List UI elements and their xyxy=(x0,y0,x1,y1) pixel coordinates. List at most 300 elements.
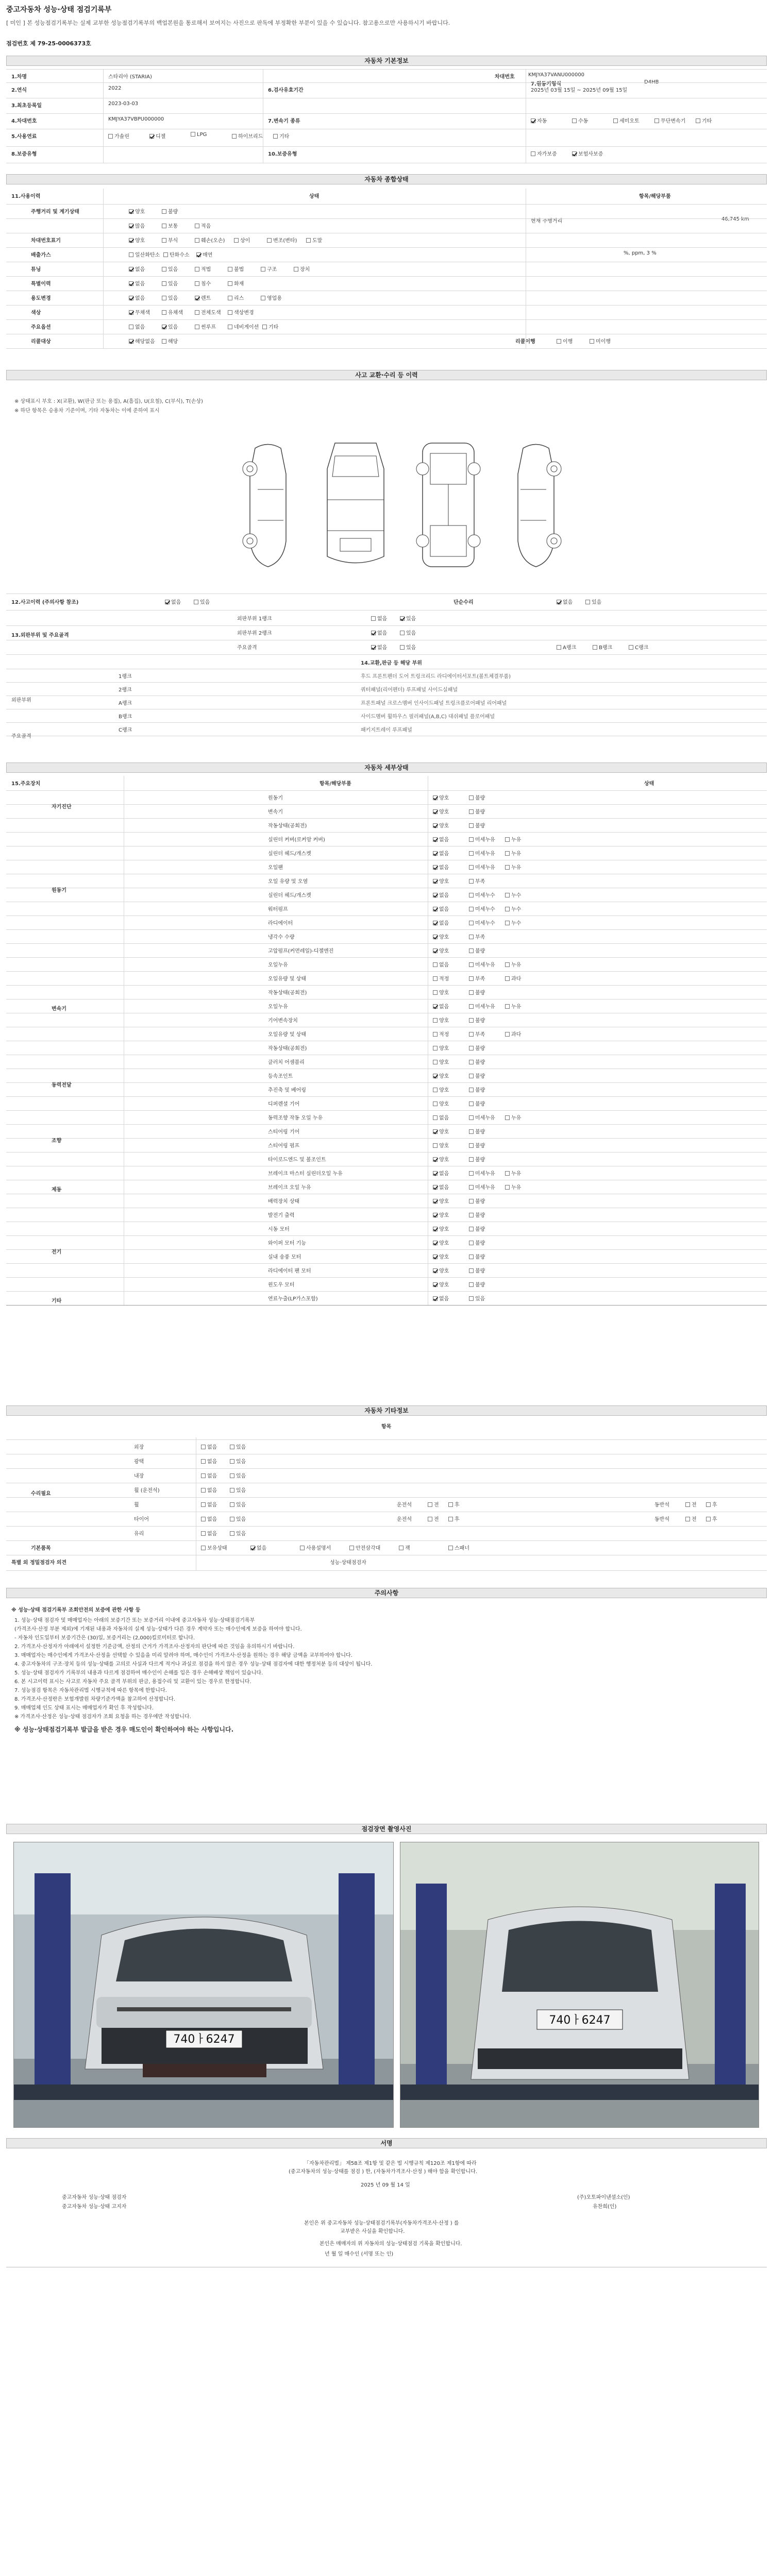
checkbox[interactable] xyxy=(505,1032,510,1037)
detail-option[interactable] xyxy=(469,1183,495,1191)
detail-option[interactable] xyxy=(433,1016,449,1024)
other-option[interactable] xyxy=(230,1457,246,1465)
checkbox[interactable] xyxy=(261,296,265,300)
checkbox[interactable] xyxy=(428,1517,432,1521)
detail-option[interactable] xyxy=(469,905,495,912)
warranty-option[interactable] xyxy=(572,149,603,157)
detail-option[interactable] xyxy=(469,1099,485,1107)
other-option[interactable] xyxy=(230,1515,246,1522)
other-mid-option[interactable] xyxy=(448,1500,460,1508)
general-option[interactable] xyxy=(228,294,244,301)
checkbox[interactable] xyxy=(469,795,474,800)
checkbox[interactable] xyxy=(469,948,474,953)
warranty-option[interactable] xyxy=(531,149,557,157)
checkbox[interactable] xyxy=(433,921,438,925)
checkbox[interactable] xyxy=(201,1445,206,1449)
detail-option[interactable] xyxy=(505,960,521,968)
detail-option[interactable] xyxy=(505,1183,521,1191)
transmission-option[interactable] xyxy=(613,116,640,124)
checkbox[interactable] xyxy=(162,310,166,315)
checkbox[interactable] xyxy=(162,339,166,344)
checkbox[interactable] xyxy=(201,1517,206,1521)
checkbox[interactable] xyxy=(273,134,278,139)
detail-option[interactable] xyxy=(469,1197,485,1205)
detail-option[interactable] xyxy=(433,1280,449,1288)
general-option[interactable] xyxy=(195,265,211,273)
checkbox[interactable] xyxy=(505,893,510,897)
detail-option[interactable] xyxy=(469,1030,485,1038)
checkbox[interactable] xyxy=(262,325,267,329)
other-option[interactable] xyxy=(230,1471,246,1479)
checkbox[interactable] xyxy=(195,296,199,300)
checkbox[interactable] xyxy=(505,837,510,842)
other-mid-option[interactable] xyxy=(428,1500,439,1508)
detail-option[interactable] xyxy=(433,974,449,982)
detail-option[interactable] xyxy=(433,891,449,899)
checkbox[interactable] xyxy=(469,879,474,884)
detail-option[interactable] xyxy=(469,1266,485,1274)
detail-option[interactable] xyxy=(505,835,521,843)
checkbox[interactable] xyxy=(572,151,577,156)
checkbox[interactable] xyxy=(505,907,510,911)
other-option[interactable] xyxy=(230,1529,246,1537)
detail-option[interactable] xyxy=(433,1030,449,1038)
checkbox[interactable] xyxy=(433,1171,438,1176)
checkbox[interactable] xyxy=(433,879,438,884)
checkbox[interactable] xyxy=(505,1171,510,1176)
checkbox[interactable] xyxy=(230,1531,234,1536)
other-option[interactable] xyxy=(201,1515,217,1522)
checkbox[interactable] xyxy=(230,1502,234,1507)
basic-items-option[interactable] xyxy=(201,1544,227,1551)
general-option[interactable] xyxy=(196,250,212,258)
checkbox[interactable] xyxy=(129,296,133,300)
outer-option[interactable] xyxy=(400,629,416,636)
general-option[interactable] xyxy=(129,250,160,258)
checkbox[interactable] xyxy=(469,1185,474,1190)
checkbox[interactable] xyxy=(162,209,166,214)
checkbox[interactable] xyxy=(267,238,272,243)
checkbox[interactable] xyxy=(428,1502,432,1507)
detail-option[interactable] xyxy=(469,1086,485,1093)
detail-option[interactable] xyxy=(505,849,521,857)
other-option[interactable] xyxy=(201,1457,217,1465)
checkbox[interactable] xyxy=(230,1488,234,1493)
other-option[interactable] xyxy=(230,1500,246,1508)
general-option[interactable] xyxy=(162,207,178,215)
detail-option[interactable] xyxy=(433,1266,449,1274)
fuel-option[interactable] xyxy=(232,132,263,140)
checkbox[interactable] xyxy=(228,325,232,329)
checkbox[interactable] xyxy=(433,1060,438,1064)
checkbox[interactable] xyxy=(433,1074,438,1078)
detail-option[interactable] xyxy=(433,1211,449,1218)
checkbox[interactable] xyxy=(469,823,474,828)
checkbox[interactable] xyxy=(433,1282,438,1287)
detail-option[interactable] xyxy=(469,1155,485,1163)
checkbox[interactable] xyxy=(201,1546,206,1550)
detail-option[interactable] xyxy=(433,1044,449,1052)
checkbox[interactable] xyxy=(294,267,298,272)
detail-option[interactable] xyxy=(469,821,485,829)
checkbox[interactable] xyxy=(590,339,594,344)
checkbox[interactable] xyxy=(433,1004,438,1009)
checkbox[interactable] xyxy=(201,1488,206,1493)
detail-option[interactable] xyxy=(469,960,495,968)
detail-option[interactable] xyxy=(433,863,449,871)
general-option[interactable] xyxy=(162,236,178,244)
detail-option[interactable] xyxy=(505,905,521,912)
detail-option[interactable] xyxy=(469,1239,485,1246)
checkbox[interactable] xyxy=(469,1101,474,1106)
checkbox[interactable] xyxy=(250,1546,255,1550)
checkbox[interactable] xyxy=(572,118,577,123)
outer-option[interactable] xyxy=(371,629,387,636)
detail-option[interactable] xyxy=(433,1252,449,1260)
checkbox[interactable] xyxy=(469,1296,474,1301)
basic-items-option[interactable] xyxy=(349,1544,380,1551)
fuel-option[interactable] xyxy=(273,132,289,140)
other-option[interactable] xyxy=(201,1486,217,1494)
general-option[interactable] xyxy=(162,222,178,229)
checkbox[interactable] xyxy=(557,645,561,650)
checkbox[interactable] xyxy=(129,267,133,272)
checkbox[interactable] xyxy=(201,1531,206,1536)
checkbox[interactable] xyxy=(433,1199,438,1204)
detail-option[interactable] xyxy=(433,1169,449,1177)
other-right-option[interactable] xyxy=(685,1515,697,1522)
checkbox[interactable] xyxy=(433,990,438,995)
detail-option[interactable] xyxy=(469,1294,485,1302)
checkbox[interactable] xyxy=(129,310,133,315)
general-option[interactable] xyxy=(228,265,244,273)
other-mid-option[interactable] xyxy=(448,1515,460,1522)
checkbox[interactable] xyxy=(469,1157,474,1162)
general-option[interactable] xyxy=(129,265,145,273)
detail-option[interactable] xyxy=(469,1072,485,1079)
checkbox[interactable] xyxy=(261,267,265,272)
general-option[interactable] xyxy=(195,236,225,244)
detail-option[interactable] xyxy=(505,1002,521,1010)
checkbox[interactable] xyxy=(433,1255,438,1259)
detail-option[interactable] xyxy=(469,1044,485,1052)
detail-option[interactable] xyxy=(433,1099,449,1107)
repair-option[interactable] xyxy=(585,598,601,605)
checkbox[interactable] xyxy=(433,948,438,953)
checkbox[interactable] xyxy=(469,1143,474,1148)
general-option[interactable] xyxy=(195,294,211,301)
checkbox[interactable] xyxy=(469,1046,474,1050)
checkbox[interactable] xyxy=(505,851,510,856)
checkbox[interactable] xyxy=(433,1227,438,1231)
checkbox[interactable] xyxy=(469,1255,474,1259)
checkbox[interactable] xyxy=(448,1546,453,1550)
general-option[interactable] xyxy=(162,308,183,316)
checkbox[interactable] xyxy=(129,224,133,228)
checkbox[interactable] xyxy=(195,310,199,315)
checkbox[interactable] xyxy=(593,645,597,650)
outer-option[interactable] xyxy=(371,643,387,651)
detail-option[interactable] xyxy=(469,835,495,843)
checkbox[interactable] xyxy=(433,1101,438,1106)
rank-option[interactable] xyxy=(593,643,612,651)
checkbox[interactable] xyxy=(433,1018,438,1023)
checkbox[interactable] xyxy=(129,325,133,329)
checkbox[interactable] xyxy=(149,134,154,139)
checkbox[interactable] xyxy=(433,1115,438,1120)
checkbox[interactable] xyxy=(195,238,199,243)
checkbox[interactable] xyxy=(433,795,438,800)
general-option[interactable] xyxy=(129,236,145,244)
checkbox[interactable] xyxy=(469,893,474,897)
detail-option[interactable] xyxy=(433,1058,449,1065)
other-right-option[interactable] xyxy=(685,1500,697,1508)
checkbox[interactable] xyxy=(696,118,700,123)
detail-option[interactable] xyxy=(505,974,521,982)
detail-option[interactable] xyxy=(505,1030,521,1038)
detail-option[interactable] xyxy=(433,1072,449,1079)
general-option[interactable] xyxy=(261,265,277,273)
checkbox[interactable] xyxy=(228,310,232,315)
checkbox[interactable] xyxy=(469,962,474,967)
detail-option[interactable] xyxy=(469,1169,495,1177)
general-option[interactable] xyxy=(195,323,216,330)
general-option[interactable] xyxy=(129,323,145,330)
general-option[interactable] xyxy=(234,236,250,244)
checkbox[interactable] xyxy=(433,851,438,856)
checkbox[interactable] xyxy=(230,1517,234,1521)
other-option[interactable] xyxy=(230,1443,246,1450)
general-option[interactable] xyxy=(306,236,322,244)
other-right-option[interactable] xyxy=(706,1500,717,1508)
detail-option[interactable] xyxy=(469,849,495,857)
general-option[interactable] xyxy=(228,308,254,316)
general-option[interactable] xyxy=(129,308,150,316)
checkbox[interactable] xyxy=(505,976,510,981)
checkbox[interactable] xyxy=(469,921,474,925)
general-option[interactable] xyxy=(262,323,278,330)
checkbox[interactable] xyxy=(400,631,405,635)
general-option[interactable] xyxy=(129,207,145,215)
checkbox[interactable] xyxy=(469,1199,474,1204)
outer-option[interactable] xyxy=(400,614,416,622)
checkbox[interactable] xyxy=(433,907,438,911)
detail-option[interactable] xyxy=(433,835,449,843)
detail-option[interactable] xyxy=(433,1197,449,1205)
checkbox[interactable] xyxy=(469,1115,474,1120)
checkbox[interactable] xyxy=(505,921,510,925)
basic-items-option[interactable] xyxy=(300,1544,331,1551)
checkbox[interactable] xyxy=(654,118,659,123)
general-option[interactable] xyxy=(162,294,178,301)
checkbox[interactable] xyxy=(165,600,170,604)
checkbox[interactable] xyxy=(469,1018,474,1023)
checkbox[interactable] xyxy=(706,1502,711,1507)
checkbox[interactable] xyxy=(505,1004,510,1009)
other-option[interactable] xyxy=(230,1486,246,1494)
checkbox[interactable] xyxy=(195,325,199,329)
checkbox[interactable] xyxy=(685,1517,690,1521)
checkbox[interactable] xyxy=(469,851,474,856)
checkbox[interactable] xyxy=(433,1046,438,1050)
detail-option[interactable] xyxy=(505,891,521,899)
checkbox[interactable] xyxy=(108,134,113,139)
detail-option[interactable] xyxy=(433,960,449,968)
general-option[interactable] xyxy=(261,294,282,301)
checkbox[interactable] xyxy=(129,281,133,286)
general-option[interactable] xyxy=(228,323,259,330)
detail-option[interactable] xyxy=(469,919,495,926)
detail-option[interactable] xyxy=(433,821,449,829)
checkbox[interactable] xyxy=(201,1473,206,1478)
detail-option[interactable] xyxy=(433,1141,449,1149)
checkbox[interactable] xyxy=(400,616,405,621)
fuel-option[interactable] xyxy=(108,132,129,140)
basic-items-option[interactable] xyxy=(250,1544,266,1551)
checkbox[interactable] xyxy=(162,281,166,286)
checkbox[interactable] xyxy=(469,865,474,870)
checkbox[interactable] xyxy=(469,837,474,842)
checkbox[interactable] xyxy=(195,224,199,228)
checkbox[interactable] xyxy=(469,1227,474,1231)
general-option[interactable] xyxy=(267,236,297,244)
checkbox[interactable] xyxy=(557,339,561,344)
outer-option[interactable] xyxy=(400,643,416,651)
checkbox[interactable] xyxy=(557,600,561,604)
detail-option[interactable] xyxy=(469,863,495,871)
detail-option[interactable] xyxy=(469,1058,485,1065)
transmission-option[interactable] xyxy=(696,116,712,124)
checkbox[interactable] xyxy=(162,224,166,228)
other-option[interactable] xyxy=(201,1529,217,1537)
checkbox[interactable] xyxy=(433,976,438,981)
detail-option[interactable] xyxy=(469,933,485,940)
detail-option[interactable] xyxy=(433,946,449,954)
checkbox[interactable] xyxy=(469,1032,474,1037)
repair-option[interactable] xyxy=(557,598,573,605)
general-option[interactable] xyxy=(129,337,155,345)
checkbox[interactable] xyxy=(195,281,199,286)
detail-option[interactable] xyxy=(433,849,449,857)
detail-option[interactable] xyxy=(433,933,449,940)
fuel-option[interactable] xyxy=(149,132,165,140)
detail-option[interactable] xyxy=(433,905,449,912)
general-option[interactable] xyxy=(162,337,178,345)
fuel-option[interactable] xyxy=(191,132,207,138)
checkbox[interactable] xyxy=(195,267,199,272)
general-option[interactable] xyxy=(129,294,145,301)
checkbox[interactable] xyxy=(469,1004,474,1009)
detail-option[interactable] xyxy=(433,793,449,801)
checkbox[interactable] xyxy=(300,1546,305,1550)
transmission-option[interactable] xyxy=(572,116,588,124)
checkbox[interactable] xyxy=(469,907,474,911)
detail-option[interactable] xyxy=(469,988,485,996)
other-option[interactable] xyxy=(201,1500,217,1508)
detail-option[interactable] xyxy=(469,1002,495,1010)
checkbox[interactable] xyxy=(505,1185,510,1190)
detail-option[interactable] xyxy=(505,1169,521,1177)
checkbox[interactable] xyxy=(191,132,195,137)
checkbox[interactable] xyxy=(433,1241,438,1245)
detail-option[interactable] xyxy=(433,877,449,885)
checkbox[interactable] xyxy=(433,893,438,897)
detail-option[interactable] xyxy=(433,1183,449,1191)
detail-option[interactable] xyxy=(469,1211,485,1218)
checkbox[interactable] xyxy=(685,1502,690,1507)
checkbox[interactable] xyxy=(433,865,438,870)
detail-option[interactable] xyxy=(505,919,521,926)
checkbox[interactable] xyxy=(706,1517,711,1521)
general-option[interactable] xyxy=(162,265,178,273)
detail-option[interactable] xyxy=(433,1155,449,1163)
general-option[interactable] xyxy=(195,222,211,229)
checkbox[interactable] xyxy=(230,1459,234,1464)
accident-option[interactable] xyxy=(165,598,181,605)
checkbox[interactable] xyxy=(228,281,232,286)
checkbox[interactable] xyxy=(433,1296,438,1301)
detail-option[interactable] xyxy=(469,807,485,815)
detail-option[interactable] xyxy=(469,1016,485,1024)
general-option[interactable] xyxy=(162,323,178,330)
checkbox[interactable] xyxy=(234,238,239,243)
checkbox[interactable] xyxy=(531,151,535,156)
checkbox[interactable] xyxy=(228,296,232,300)
checkbox[interactable] xyxy=(469,976,474,981)
checkbox[interactable] xyxy=(613,118,618,123)
checkbox[interactable] xyxy=(400,645,405,650)
checkbox[interactable] xyxy=(228,267,232,272)
checkbox[interactable] xyxy=(629,645,633,650)
checkbox[interactable] xyxy=(433,1157,438,1162)
checkbox[interactable] xyxy=(194,600,198,604)
basic-items-option[interactable] xyxy=(399,1544,410,1551)
accident-option[interactable] xyxy=(194,598,210,605)
checkbox[interactable] xyxy=(469,809,474,814)
checkbox[interactable] xyxy=(531,118,535,123)
checkbox[interactable] xyxy=(469,935,474,939)
detail-option[interactable] xyxy=(433,1294,449,1302)
checkbox[interactable] xyxy=(505,865,510,870)
general-option[interactable] xyxy=(195,308,221,316)
checkbox[interactable] xyxy=(433,1143,438,1148)
checkbox[interactable] xyxy=(371,616,376,621)
general-2-option[interactable] xyxy=(557,337,573,345)
checkbox[interactable] xyxy=(201,1502,206,1507)
checkbox[interactable] xyxy=(371,645,376,650)
detail-option[interactable] xyxy=(433,1113,449,1121)
checkbox[interactable] xyxy=(469,1268,474,1273)
checkbox[interactable] xyxy=(433,1185,438,1190)
checkbox[interactable] xyxy=(433,1129,438,1134)
checkbox[interactable] xyxy=(162,267,166,272)
detail-option[interactable] xyxy=(469,1127,485,1135)
checkbox[interactable] xyxy=(129,238,133,243)
checkbox[interactable] xyxy=(469,990,474,995)
general-2-option[interactable] xyxy=(590,337,611,345)
checkbox[interactable] xyxy=(196,252,201,257)
checkbox[interactable] xyxy=(448,1517,453,1521)
checkbox[interactable] xyxy=(399,1546,404,1550)
detail-option[interactable] xyxy=(433,988,449,996)
rank-option[interactable] xyxy=(629,643,648,651)
detail-option[interactable] xyxy=(469,1225,485,1232)
checkbox[interactable] xyxy=(505,962,510,967)
basic-items-option[interactable] xyxy=(448,1544,469,1551)
checkbox[interactable] xyxy=(349,1546,354,1550)
detail-option[interactable] xyxy=(433,807,449,815)
checkbox[interactable] xyxy=(433,809,438,814)
